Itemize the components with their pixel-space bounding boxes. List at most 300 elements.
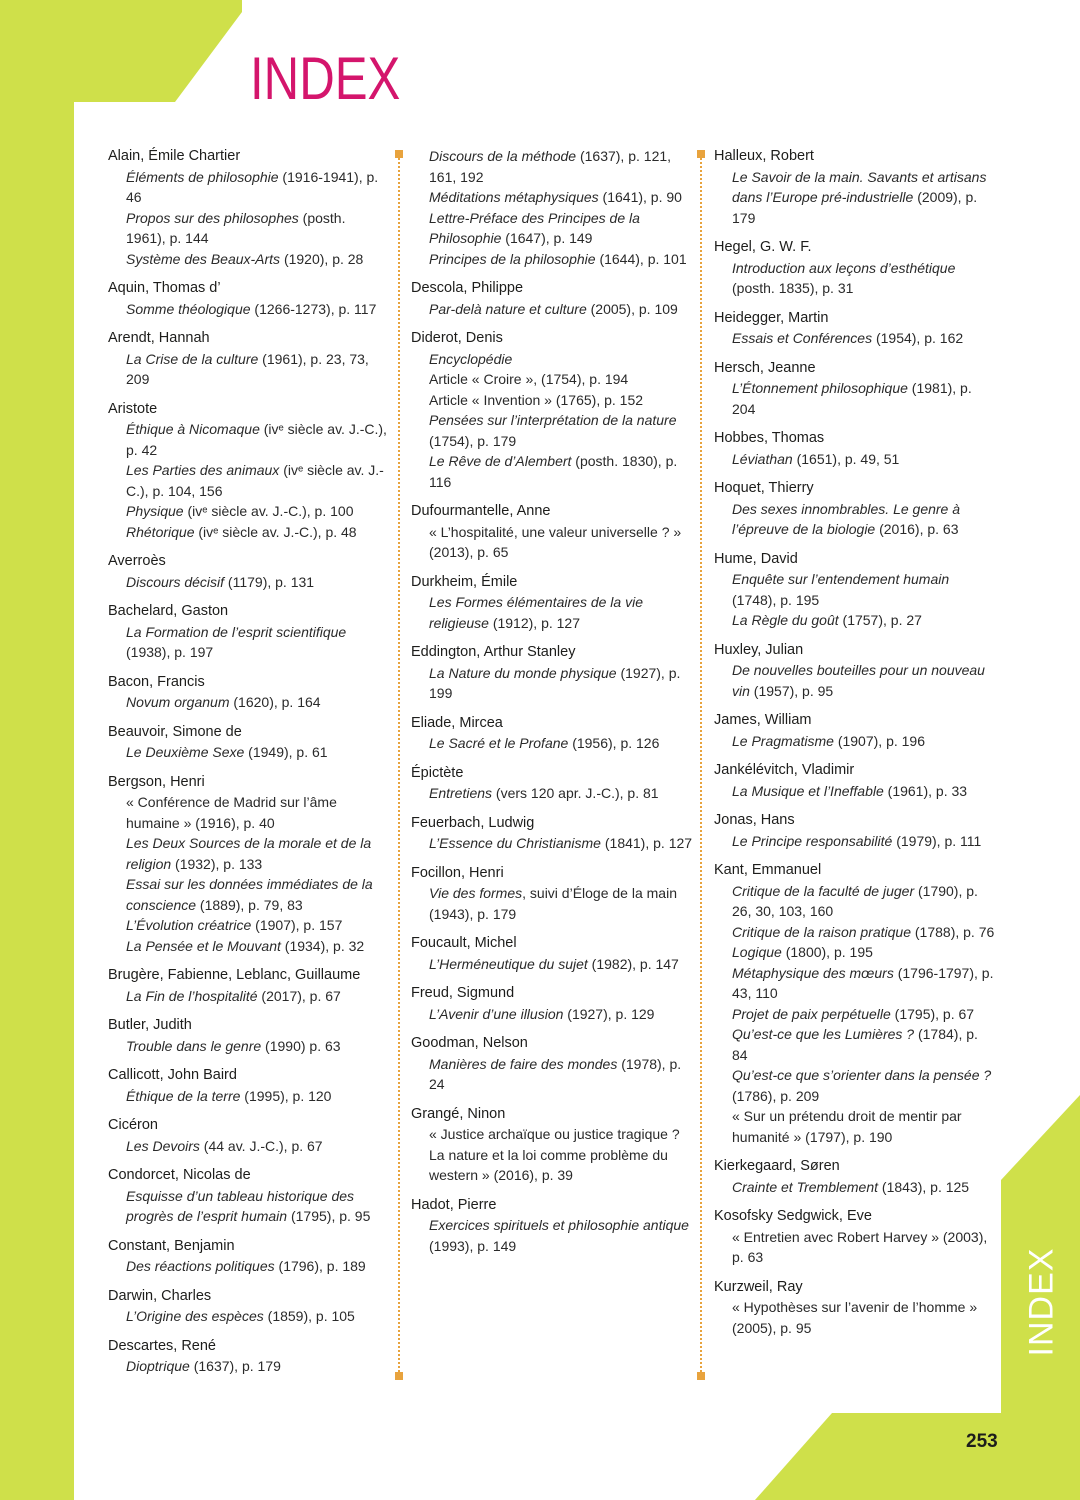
work-details: (1796), p. 189 — [274, 1258, 366, 1274]
work-title: Encyclopédie — [429, 350, 513, 367]
work-reference — [108, 936, 388, 957]
column-separator — [395, 150, 403, 1380]
work-title: La Nature du monde physique — [429, 664, 617, 681]
work-title: Entretiens — [429, 785, 493, 801]
work-title: Principes de la philosophie — [429, 250, 596, 267]
author-name: Darwin, Charles — [108, 1287, 212, 1304]
index-entry — [411, 572, 693, 634]
work-details: (ivᵉ siècle av. J.-C.), p. 104, 156 — [126, 462, 384, 499]
work-details: (1795), p. 95 — [287, 1208, 371, 1224]
work-title: Les Devoirs — [126, 1137, 200, 1154]
work-reference — [714, 1024, 996, 1065]
work-reference — [411, 1004, 693, 1025]
work-details: (2017), p. 67 — [257, 987, 341, 1004]
index-entry — [411, 642, 693, 704]
separator-line — [398, 158, 400, 1372]
author-name: Eddington, Arthur Stanley — [411, 644, 576, 660]
work-title: Des réactions politiques — [126, 1258, 275, 1274]
author-name: Hadot, Pierre — [411, 1196, 497, 1213]
work-reference — [108, 1256, 388, 1277]
work-reference — [714, 1177, 996, 1198]
index-entry — [108, 965, 388, 1006]
work-reference — [714, 831, 996, 852]
work-reference — [108, 167, 388, 208]
work-title: La Crise de la culture — [126, 350, 259, 367]
author-name: Heidegger, Martin — [714, 309, 829, 326]
work-reference — [714, 1004, 996, 1025]
work-reference — [714, 731, 996, 752]
work-title: Le Savoir de la main. Savants et artisans dans l’Europe pré-industrielle — [732, 168, 987, 205]
work-reference — [411, 1215, 693, 1256]
author-name: Jonas, Hans — [714, 812, 795, 828]
work-details: (1620), p. 164 — [229, 694, 321, 710]
work-reference — [411, 783, 693, 804]
work-details: (posth. 1835), p. 31 — [732, 280, 854, 296]
work-reference — [714, 378, 996, 419]
work-details: (1993), p. 149 — [429, 1237, 517, 1254]
index-entry — [714, 308, 996, 349]
work-reference — [108, 622, 388, 663]
work-reference — [411, 733, 693, 754]
author-name: Goodman, Nelson — [411, 1035, 528, 1051]
work-title: Le Rêve de d’Alembert — [429, 453, 572, 469]
work-details: (1934), p. 32 — [280, 937, 365, 954]
author-name: Hoquet, Thierry — [714, 480, 814, 496]
work-details: (1916-1941), p. 46 — [126, 168, 379, 205]
work-details: (1920), p. 28 — [280, 250, 364, 267]
index-entry — [714, 1206, 996, 1268]
work-reference — [411, 833, 693, 854]
author-name: Épictète — [411, 764, 464, 781]
work-details: (1651), p. 49, 51 — [792, 450, 900, 467]
work-details: Article « Croire », (1754), p. 194 — [429, 371, 629, 387]
work-reference — [714, 328, 996, 349]
work-title: Trouble dans le genre — [126, 1037, 262, 1054]
work-title: L’Avenir d’une illusion — [429, 1005, 564, 1022]
work-details: (1957), p. 95 — [749, 682, 834, 699]
work-details: (2016), p. 63 — [875, 521, 959, 537]
author-name: Focillon, Henri — [411, 864, 504, 881]
work-title: Métaphysique des mœurs — [732, 964, 894, 981]
work-details: « Entretien avec Robert Harvey » (2003), p. 63 — [732, 1228, 988, 1265]
work-reference — [411, 208, 693, 249]
author-name: Huxley, Julian — [714, 641, 804, 658]
work-title: Rhétorique — [126, 523, 195, 540]
work-reference — [714, 569, 996, 610]
index-entry — [714, 860, 996, 1147]
author-name: Beauvoir, Simone de — [108, 723, 242, 740]
author-name: Aquin, Thomas d’ — [108, 280, 221, 296]
work-title: Le Principe responsabilité — [732, 832, 893, 849]
work-title: Le Sacré et le Profane — [429, 735, 569, 751]
work-reference — [411, 369, 693, 390]
work-reference — [108, 833, 388, 874]
author-name: Foucault, Michel — [411, 935, 517, 951]
work-title: Logique — [732, 944, 782, 960]
work-title: Le Deuxième Sexe — [126, 744, 245, 760]
work-reference — [108, 460, 388, 501]
index-entry — [108, 399, 388, 543]
index-entry — [714, 760, 996, 801]
work-reference — [714, 1297, 996, 1338]
work-title: Projet de paix perpétuelle — [732, 1005, 891, 1022]
work-title: Critique de la raison pratique — [732, 923, 911, 940]
work-reference — [411, 883, 693, 924]
index-entry — [411, 983, 693, 1024]
separator-line — [700, 158, 702, 1372]
work-details: (1982), p. 147 — [587, 955, 679, 972]
work-details: (1889), p. 79, 83 — [196, 896, 303, 913]
work-title: Éthique à Nicomaque — [126, 421, 260, 437]
index-entry — [411, 501, 693, 563]
work-details: (1954), p. 162 — [872, 330, 964, 346]
side-index-tab — [1022, 1247, 1062, 1357]
work-reference — [411, 349, 693, 370]
work-reference — [108, 208, 388, 249]
work-details: (ivᵉ siècle av. J.-C.), p. 42 — [126, 421, 387, 458]
author-name: Brugère, Fabienne, Leblanc, Guillaume — [108, 967, 361, 983]
index-entry — [108, 551, 388, 592]
work-details: (vers 120 apr. J.-C.), p. 81 — [492, 785, 659, 801]
work-reference — [108, 419, 388, 460]
author-name: Arendt, Hannah — [108, 330, 210, 346]
work-reference — [714, 1065, 996, 1106]
work-title: L’Herméneutique du sujet — [429, 955, 588, 972]
index-entry — [714, 358, 996, 420]
work-reference — [714, 167, 996, 229]
work-title: L’Étonnement philosophique — [732, 380, 908, 396]
work-reference — [108, 742, 388, 763]
work-details: (1995), p. 120 — [240, 1087, 332, 1104]
author-name: Diderot, Denis — [411, 330, 503, 346]
work-details: (1784), p. 84 — [732, 1026, 978, 1063]
work-details: (1979), p. 111 — [892, 832, 982, 849]
index-entry — [411, 328, 693, 492]
work-details: (1981), p. 204 — [732, 380, 972, 417]
work-details: (1748), p. 195 — [732, 591, 820, 608]
author-name: Hume, David — [714, 550, 798, 567]
work-reference — [411, 1124, 693, 1186]
work-title: Éléments de philosophie — [126, 168, 279, 185]
work-title: Introduction aux leçons d’esthétique — [732, 259, 956, 276]
author-name: Hersch, Jeanne — [714, 359, 816, 376]
work-details: (1843), p. 125 — [878, 1178, 970, 1195]
work-reference — [411, 187, 693, 208]
author-name: Halleux, Robert — [714, 148, 814, 164]
work-details: Article « Invention » (1765), p. 152 — [429, 391, 644, 408]
work-details: « Hypothèses sur l’avenir de l’homme » (2005), p. 95 — [732, 1299, 978, 1336]
author-name: Freud, Sigmund — [411, 985, 515, 1001]
index-entry — [108, 1236, 388, 1277]
work-details: (1796-1797), p. 43, 110 — [732, 964, 994, 1001]
column-separator — [697, 150, 705, 1380]
work-title: La Pensée et le Mouvant — [126, 937, 281, 954]
work-details: (1754), p. 179 — [429, 432, 517, 449]
work-reference — [714, 1106, 996, 1147]
work-details: (1841), p. 127 — [600, 835, 693, 851]
work-reference — [411, 663, 693, 704]
work-details: (1927), p. 129 — [563, 1005, 655, 1022]
work-title: Qu’est-ce que les Lumières ? — [732, 1026, 915, 1042]
author-name: Hobbes, Thomas — [714, 430, 825, 446]
author-name: Averroès — [108, 553, 166, 569]
index-entry — [108, 722, 388, 763]
work-title: Critique de la faculté de juger — [732, 882, 915, 899]
author-name: Kierkegaard, Søren — [714, 1158, 840, 1174]
work-reference — [411, 451, 693, 492]
work-title: Pensées sur l’interprétation de la nature — [429, 412, 677, 428]
work-reference — [411, 390, 693, 411]
work-title: Propos sur des philosophes — [126, 209, 299, 226]
work-details: « L’hospitalité, une valeur universelle ? » (2013), p. 65 — [429, 523, 682, 560]
work-details: (1932), p. 133 — [171, 855, 263, 872]
work-details: (1927), p. 199 — [429, 664, 681, 701]
work-reference — [108, 692, 388, 713]
work-details: (1978), p. 24 — [429, 1055, 682, 1092]
work-reference — [411, 249, 693, 270]
work-title: La Formation de l’esprit scientifique — [126, 623, 347, 640]
index-entry — [714, 710, 996, 751]
work-details: (1907), p. 157 — [251, 917, 343, 933]
work-title: Vie des formes — [429, 885, 523, 901]
index-entry — [411, 713, 693, 754]
work-title: Crainte et Tremblement — [732, 1178, 879, 1195]
author-name: Condorcet, Nicolas de — [108, 1167, 251, 1183]
index-entry — [108, 278, 388, 319]
work-reference — [714, 781, 996, 802]
work-title: Discours décisif — [126, 573, 225, 590]
work-title: Par-delà nature et culture — [429, 300, 587, 317]
work-details: (1990) p. 63 — [261, 1037, 341, 1054]
index-entry — [108, 1115, 388, 1156]
author-name: Butler, Judith — [108, 1017, 192, 1033]
index-column-3 — [714, 146, 996, 1347]
work-title: L’Essence du Christianisme — [429, 835, 601, 851]
author-name: Alain, Émile Chartier — [108, 148, 241, 164]
work-title: Physique — [126, 503, 184, 519]
work-title: Éthique de la terre — [126, 1087, 241, 1104]
index-entry — [411, 1104, 693, 1186]
index-entry — [714, 810, 996, 851]
separator-dot — [697, 150, 705, 158]
work-title: Système des Beaux-Arts — [126, 250, 281, 267]
work-reference — [714, 922, 996, 943]
work-reference — [108, 299, 388, 320]
work-title: Esquisse d’un tableau historique des progrès de l’esprit humain — [126, 1187, 355, 1224]
work-reference — [108, 1306, 388, 1327]
author-name: Grangé, Ninon — [411, 1105, 506, 1122]
work-details: (1788), p. 76 — [911, 923, 995, 940]
work-details: (ivᵉ siècle av. J.-C.), p. 48 — [194, 523, 357, 540]
work-title: L’Évolution créatrice — [126, 917, 252, 933]
work-title: Méditations métaphysiques — [429, 189, 599, 205]
work-details: (1266-1273), p. 117 — [250, 300, 377, 317]
index-entry — [714, 1277, 996, 1339]
work-reference — [108, 1136, 388, 1157]
work-reference — [108, 874, 388, 915]
author-name: Eliade, Mircea — [411, 714, 503, 731]
work-details: (2005), p. 109 — [586, 300, 678, 317]
work-reference — [108, 1086, 388, 1107]
work-details: « Sur un prétendu droit de mentir par humanité » (1797), p. 190 — [732, 1108, 962, 1145]
work-title: La Musique et l’Ineffable — [732, 782, 884, 799]
work-reference — [714, 499, 996, 540]
index-entry — [411, 278, 693, 319]
side-tab-label: INDEX — [1022, 1247, 1061, 1357]
work-details: (1795), p. 67 — [890, 1005, 975, 1022]
work-title: Exercices spirituels et philosophie antique — [429, 1217, 689, 1233]
author-name: Kant, Emmanuel — [714, 862, 822, 878]
separator-dot — [395, 150, 403, 158]
work-reference — [108, 986, 388, 1007]
work-reference — [108, 349, 388, 390]
work-title: Lettre-Préface des Principes de la Philosophie — [429, 209, 640, 246]
author-name: Descola, Philippe — [411, 280, 524, 296]
author-name: Hegel, G. W. F. — [714, 239, 812, 255]
work-details: (1637), p. 121, 161, 192 — [429, 148, 672, 185]
work-details: (1757), p. 27 — [838, 612, 922, 628]
work-details: (1949), p. 61 — [244, 744, 328, 760]
index-entry — [108, 1336, 388, 1377]
work-reference — [714, 881, 996, 922]
work-details: (1907), p. 196 — [833, 732, 925, 749]
work-reference — [714, 449, 996, 470]
work-details: (1647), p. 149 — [501, 230, 593, 246]
work-title: Novum organum — [126, 694, 230, 710]
work-reference — [714, 1227, 996, 1268]
work-reference — [411, 1054, 693, 1095]
work-title: L’Origine des espèces — [126, 1308, 264, 1324]
work-details: (1179), p. 131 — [224, 573, 315, 590]
work-details: (1961), p. 23, 73, 209 — [126, 350, 369, 387]
work-reference — [411, 299, 693, 320]
work-title: Essai sur les données immédiates de la conscience — [126, 876, 373, 913]
work-reference — [108, 1036, 388, 1057]
work-reference — [714, 660, 996, 701]
index-entry — [714, 1156, 996, 1197]
work-details: « Justice archaïque ou justice tragique ? La nature et la loi comme problème du western » (2016), p. 39 — [429, 1126, 680, 1183]
author-name: Constant, Benjamin — [108, 1237, 235, 1254]
work-title: La Fin de l’hospitalité — [126, 987, 258, 1004]
work-details: (1956), p. 126 — [568, 735, 660, 751]
work-details: (1790), p. 26, 30, 103, 160 — [732, 882, 978, 919]
index-entry — [108, 1065, 388, 1106]
author-name: Dufourmantelle, Anne — [411, 503, 551, 519]
index-entry — [411, 933, 693, 974]
work-title: Somme théologique — [126, 300, 251, 317]
separator-dot — [697, 1372, 705, 1380]
work-reference — [108, 1356, 388, 1377]
author-name: Callicott, John Baird — [108, 1067, 237, 1083]
index-entry — [714, 640, 996, 702]
work-details: (2009), p. 179 — [732, 189, 978, 226]
author-name: James, William — [714, 712, 812, 728]
work-reference — [108, 572, 388, 593]
work-title: Les Formes élémentaires de la vie religieuse — [429, 594, 643, 631]
work-title: La Règle du goût — [732, 612, 839, 628]
index-entry — [108, 146, 388, 269]
index-entry — [714, 549, 996, 631]
index-entry — [411, 813, 693, 854]
page-title: INDEX — [250, 45, 401, 112]
work-details: (1938), p. 197 — [126, 644, 214, 660]
work-title: Enquête sur l’entendement humain — [732, 571, 950, 587]
work-reference — [108, 792, 388, 833]
work-details: (1644), p. 101 — [595, 250, 687, 267]
work-details: (1637), p. 179 — [189, 1358, 281, 1374]
work-details: , suivi d’Éloge de la main (1943), p. 179 — [429, 885, 677, 922]
work-title: Discours de la méthode — [429, 148, 577, 164]
work-details: « Conférence de Madrid sur l’âme humaine » (1916), p. 40 — [126, 794, 337, 831]
author-name: Feuerbach, Ludwig — [411, 814, 535, 831]
work-reference — [108, 522, 388, 543]
work-title: Les Deux Sources de la morale et de la religion — [126, 835, 372, 872]
author-name: Jankélévitch, Vladimir — [714, 762, 855, 778]
index-entry — [714, 428, 996, 469]
work-details: (1912), p. 127 — [488, 614, 580, 631]
author-name: Descartes, René — [108, 1337, 216, 1354]
work-reference — [714, 942, 996, 963]
author-name: Kurzweil, Ray — [714, 1278, 803, 1295]
author-name: Aristote — [108, 400, 158, 417]
work-reference — [108, 249, 388, 270]
author-name: Bacon, Francis — [108, 673, 205, 690]
work-title: Qu’est-ce que s’orienter dans la pensée ? — [732, 1067, 992, 1083]
index-entry — [411, 1033, 693, 1095]
separator-dot — [395, 1372, 403, 1380]
work-reference — [714, 963, 996, 1004]
index-entry — [108, 328, 388, 390]
work-reference — [108, 501, 388, 522]
index-column-1 — [108, 146, 388, 1386]
work-reference — [411, 522, 693, 563]
index-entry — [411, 146, 693, 269]
work-details: (1859), p. 105 — [263, 1308, 355, 1324]
work-details: (1961), p. 33 — [883, 782, 968, 799]
work-reference — [411, 410, 693, 451]
index-entry — [411, 863, 693, 925]
work-details: (1641), p. 90 — [598, 189, 682, 205]
work-details: (1786), p. 209 — [732, 1087, 820, 1104]
work-title: Des sexes innombrables. Le genre à l’épreuve de la biologie — [732, 500, 961, 537]
work-reference — [714, 610, 996, 631]
work-details: (ivᵉ siècle av. J.-C.), p. 100 — [183, 503, 354, 519]
work-title: Léviathan — [732, 450, 793, 467]
index-entry — [108, 672, 388, 713]
work-reference — [411, 954, 693, 975]
work-title: Dioptrique — [126, 1358, 190, 1374]
author-name: Bachelard, Gaston — [108, 603, 229, 619]
work-reference — [411, 592, 693, 633]
work-details: (posth. 1961), p. 144 — [126, 209, 346, 246]
index-entry — [714, 478, 996, 540]
work-reference — [714, 258, 996, 299]
work-reference — [108, 915, 388, 936]
work-title: Les Parties des animaux — [126, 462, 280, 478]
index-entry — [108, 1286, 388, 1327]
work-details: (44 av. J.-C.), p. 67 — [199, 1137, 323, 1154]
work-details: (1800), p. 195 — [781, 944, 873, 960]
work-reference — [411, 146, 693, 187]
index-column-2 — [411, 146, 693, 1265]
index-entry — [108, 601, 388, 663]
index-entry — [714, 237, 996, 299]
index-entry — [714, 146, 996, 228]
index-entry — [108, 1015, 388, 1056]
author-name: Cicéron — [108, 1117, 158, 1133]
work-details: (posth. 1830), p. 116 — [429, 453, 678, 490]
work-title: De nouvelles bouteilles pour un nouveau vin — [732, 662, 985, 699]
